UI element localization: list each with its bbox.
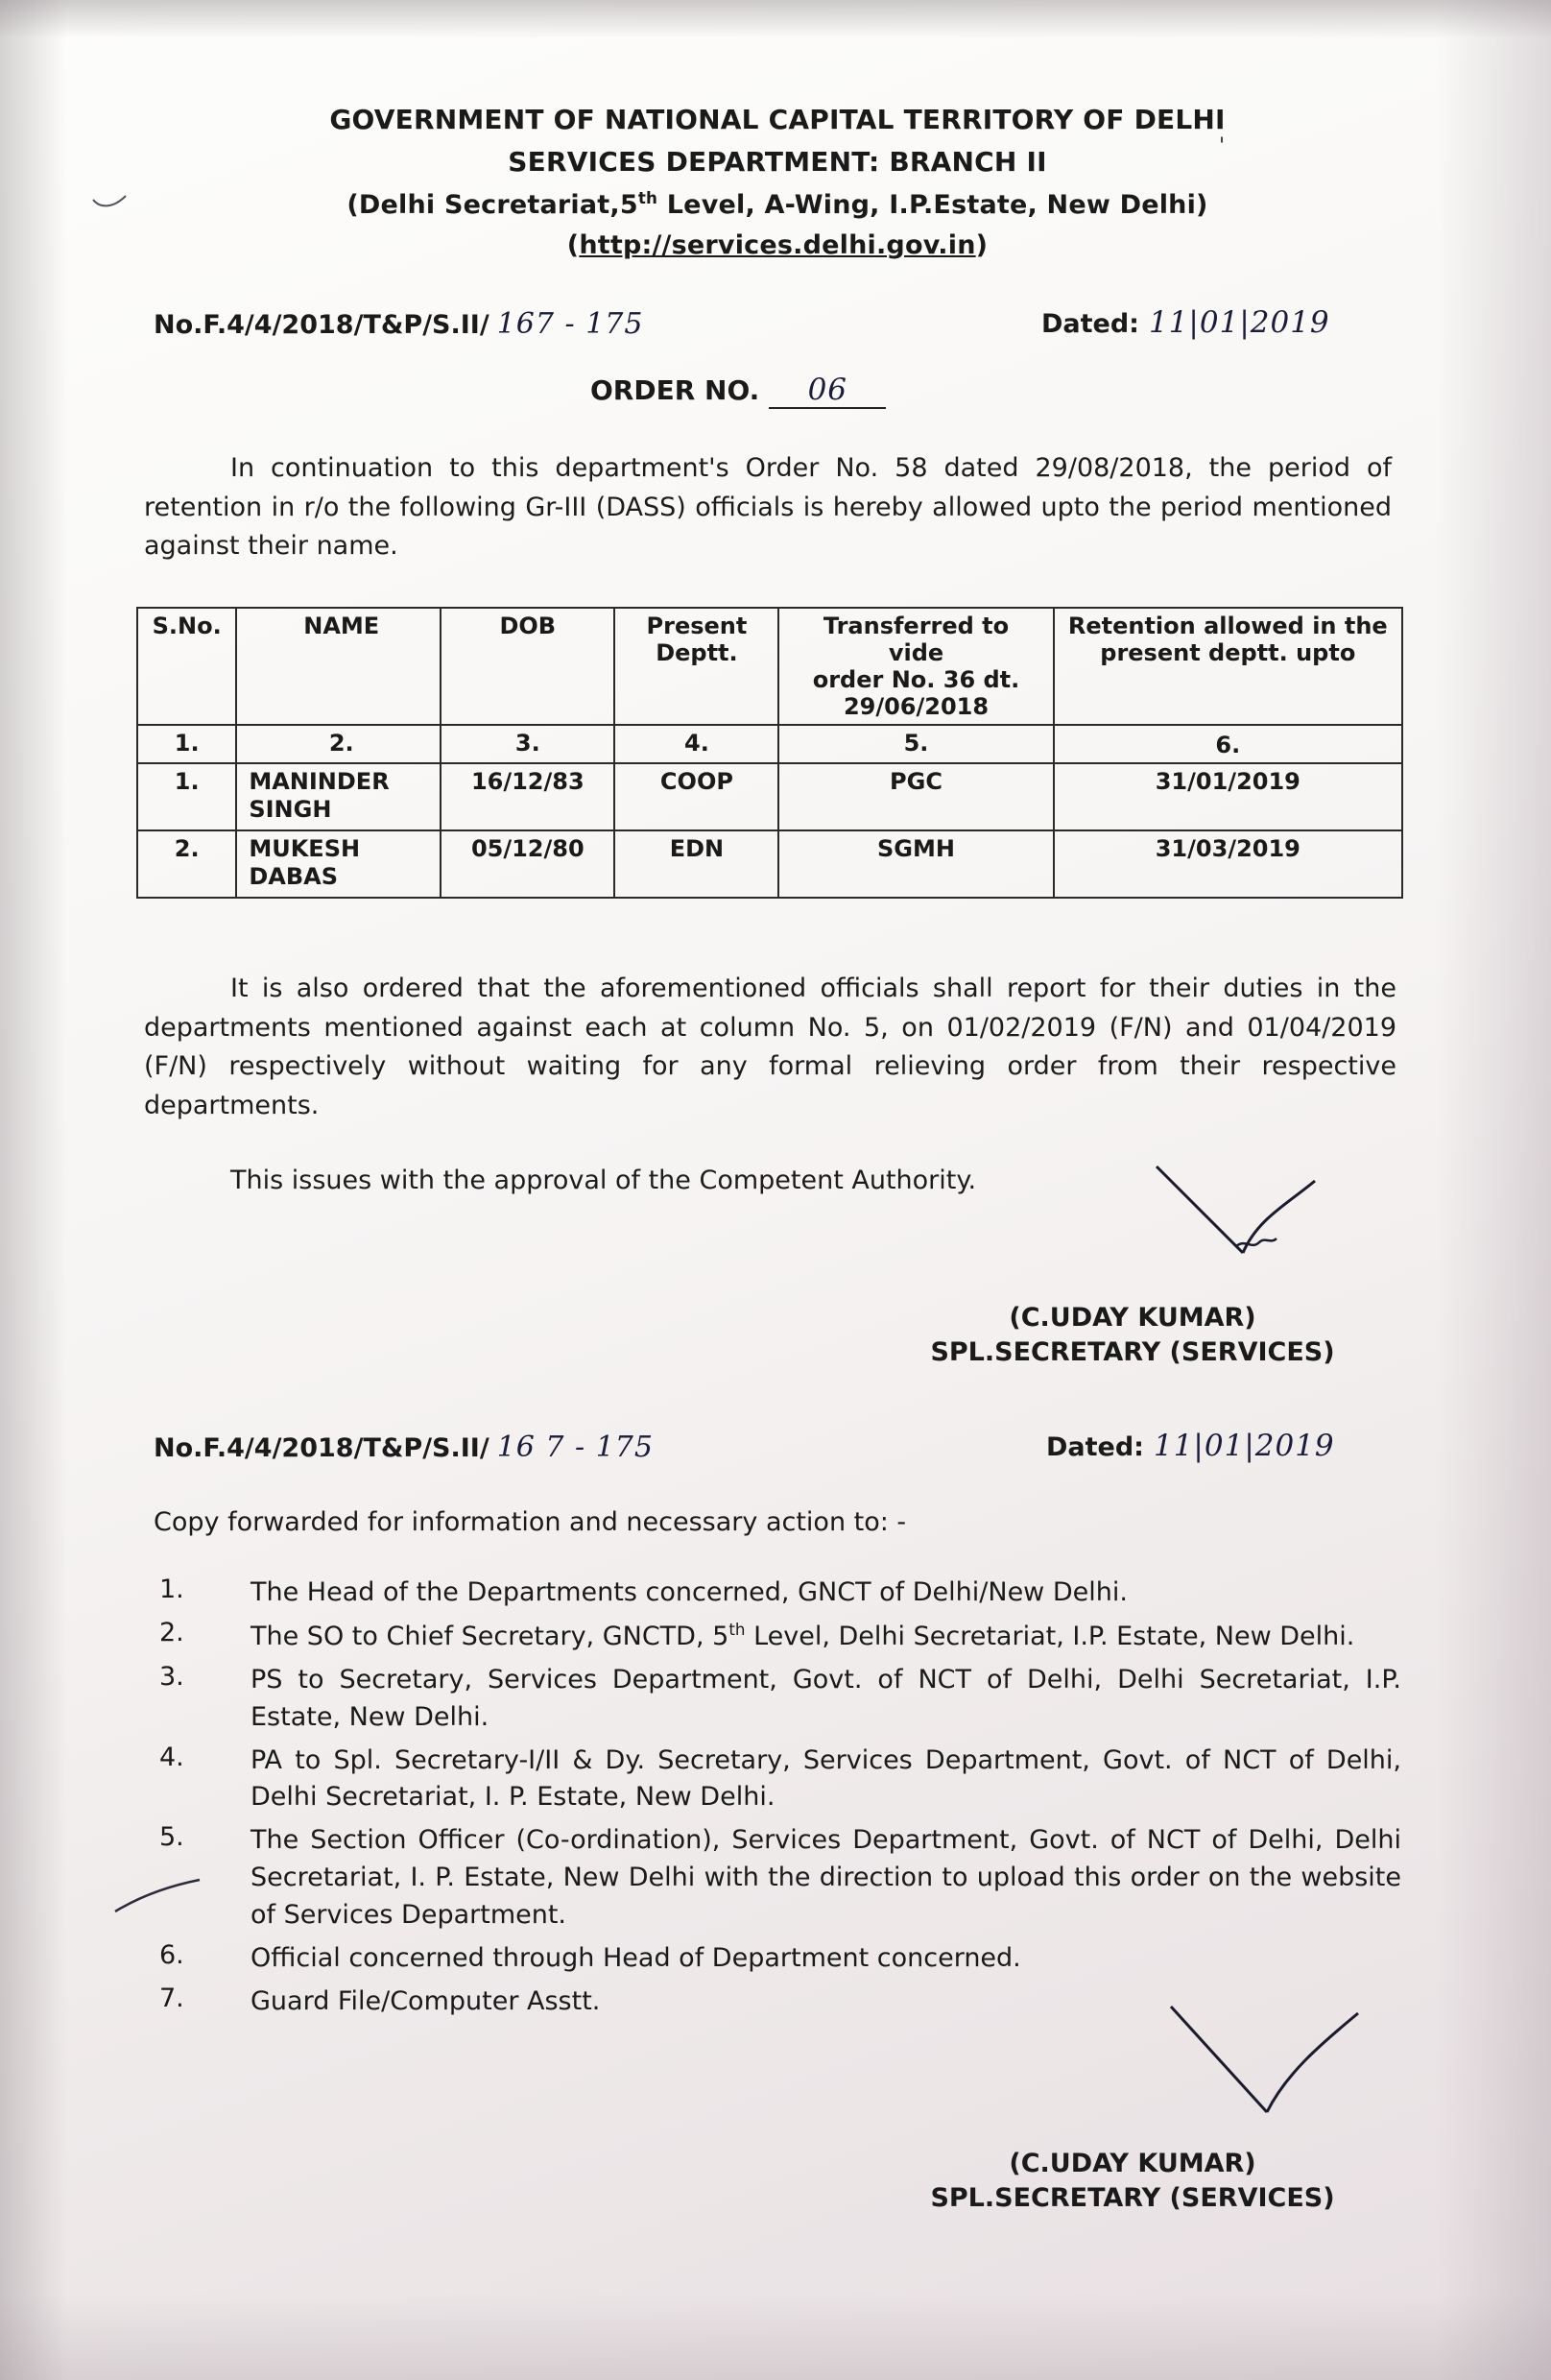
copy-forwarded-line: Copy forwarded for information and necessary action to: - (154, 1507, 907, 1537)
file-number-handwritten: 167 - 175 (496, 307, 644, 341)
row1-name (236, 763, 441, 830)
list-item-number: 4. (159, 1742, 184, 1772)
signature-block-top (864, 1301, 1401, 1371)
row2-transferred-to: SGMH (778, 830, 1053, 898)
endorsement-dated-value-handwritten: 11|01|2019 (1153, 1429, 1335, 1463)
table-row (137, 763, 1402, 830)
th-sno: S.No. (137, 608, 236, 725)
endorsement-file-number-line (154, 1430, 654, 1464)
list-item (154, 1940, 1401, 1978)
row2-present-deptt: EDN (614, 830, 778, 898)
th-transferred-line3: order No. 36 dt. (812, 666, 1020, 693)
colnum-5: 5. (778, 725, 1053, 763)
th-transferred-to (778, 608, 1053, 725)
row1-sno: 1. (137, 763, 236, 830)
table-body (137, 725, 1402, 898)
order-number-line (590, 373, 886, 409)
list-item-text (251, 1618, 1401, 1656)
header-line-department: SERVICES DEPARTMENT: BRANCH II (508, 146, 1047, 178)
dated-label: Dated: (1041, 309, 1139, 339)
th-present-deptt-line2: Deptt. (656, 639, 738, 666)
table-header-row (137, 608, 1402, 725)
scan-tick-mark: ' (1219, 134, 1226, 158)
signatory-name: (C.UDAY KUMAR) (1009, 1303, 1256, 1333)
row2-dob: 05/12/80 (441, 830, 614, 898)
list-item-number: 2. (159, 1617, 184, 1647)
list-item-number: 3. (159, 1661, 184, 1692)
list-item (154, 1662, 1401, 1737)
colnum-3: 3. (441, 725, 614, 763)
list-item-ordinal: th (728, 1619, 746, 1639)
colnum-1: 1. (137, 725, 236, 763)
th-transferred-line1: Transferred to (823, 613, 1010, 639)
th-retention-upto (1054, 608, 1402, 725)
list-item (154, 1822, 1401, 1935)
signatory-designation: SPL.SECRETARY (SERVICES) (930, 1337, 1335, 1368)
distribution-list (154, 1575, 1401, 2027)
colnum-6: 6. (1054, 725, 1402, 763)
row2-name-line2: DABAS (249, 863, 338, 891)
file-number-line (154, 307, 643, 341)
signature-block-bottom (864, 2147, 1401, 2217)
dated-value-handwritten: 11|01|2019 (1148, 305, 1330, 340)
endorsement-file-number-label: No.F.4/4/2018/T&P/S.II/ (154, 1433, 489, 1463)
order-number-handwritten: 06 (769, 373, 886, 409)
signatory-name: (C.UDAY KUMAR) (1009, 2149, 1256, 2178)
row2-name-line1: MUKESH (249, 835, 361, 862)
table-row (137, 830, 1402, 898)
list-item-number: 1. (159, 1575, 184, 1604)
header-line-website (134, 230, 1420, 260)
website-url[interactable]: http://services.delhi.gov.in (579, 230, 976, 260)
signatory-designation: SPL.SECRETARY (SERVICES) (930, 2183, 1335, 2214)
list-item (154, 1983, 1401, 2021)
row1-retention-upto: 31/01/2019 (1054, 763, 1402, 830)
list-item-text: PS to Secretary, Services Department, Govt. of NCT of Delhi, Delhi Secretariat, I.P. Estate, New Delhi. (251, 1664, 1401, 1732)
header-line-government: GOVERNMENT OF NATIONAL CAPITAL TERRITORY OF DELHI (329, 104, 1226, 135)
address-ordinal: th (637, 188, 658, 207)
endorsement-file-number-handwritten: 16 7 - 175 (496, 1430, 654, 1464)
address-post: Level, A-Wing, I.P.Estate, New Delhi) (657, 190, 1208, 220)
row2-retention-upto: 31/03/2019 (1054, 830, 1402, 898)
list-item-number: 6. (159, 1939, 184, 1970)
paren-close: ) (975, 230, 989, 260)
list-item-text-pre: The SO to Chief Secretary, GNCTD, 5 (251, 1621, 729, 1651)
paragraph-approval: This issues with the approval of the Competent Authority. (230, 1166, 977, 1195)
list-item (154, 1743, 1401, 1817)
list-item-text: The Section Officer (Co-ordination), Services Department, Govt. of NCT of Delhi, Delhi Secretariat, I. P. Estate, New Delhi with the direction to upload this order on the website of Services Department. (251, 1825, 1401, 1930)
row1-name-line1: MANINDER (249, 768, 390, 795)
endorsement-dated-label: Dated: (1046, 1432, 1144, 1462)
row1-transferred-to: PGC (778, 763, 1053, 830)
row2-name (236, 830, 441, 898)
colnum-2: 2. (236, 725, 441, 763)
paren-open: ( (566, 230, 580, 260)
file-number-label: No.F.4/4/2018/T&P/S.II/ (154, 310, 489, 340)
list-item-text: PA to Spl. Secretary-I/II & Dy. Secretary, Services Department, Govt. of NCT of Delhi, Delhi Secretariat, I. P. Estate, New Delhi. (251, 1744, 1401, 1813)
retention-table (136, 607, 1403, 899)
th-name: NAME (236, 608, 441, 725)
list-item (154, 1575, 1401, 1612)
list-item (154, 1618, 1401, 1656)
list-item-text-post: Level, Delhi Secretariat, I.P. Estate, New Delhi. (745, 1621, 1355, 1651)
scan-pen-mark-icon (91, 192, 130, 211)
paragraph-intro: In continuation to this department's Order No. 58 dated 29/08/2018, the period of retention in r/o the following Gr-III (DASS) officials is hereby allowed upto the period mentioned against their name. (144, 453, 1392, 561)
table-column-number-row (137, 725, 1402, 763)
header-line-address (134, 188, 1420, 220)
th-present-deptt (614, 608, 778, 725)
th-transferred-line4: 29/06/2018 (843, 693, 990, 720)
list-item-text: The Head of the Departments concerned, GNCT of Delhi/New Delhi. (251, 1577, 1128, 1607)
list-item-text: Guard File/Computer Asstt. (251, 1985, 601, 2016)
dated-line-bottom (1046, 1429, 1335, 1463)
retention-table-wrapper (136, 607, 1403, 899)
list-item-text: Official concerned through Head of Department concerned. (251, 1942, 1021, 1973)
th-retention-line1: Retention allowed in the (1067, 613, 1388, 639)
paragraph-reporting: It is also ordered that the aforementioned officials shall report for their duties in the departments mentioned against each at column No. 5, on 01/02/2019 (F/N) and 01/04/2019 (F/N) respectively without waiting for any formal relieving order from their respective departments. (144, 974, 1396, 1120)
list-item-number: 5. (159, 1822, 184, 1853)
colnum-4: 4. (614, 725, 778, 763)
dated-line-top (1041, 305, 1330, 340)
order-number-label: ORDER NO. (590, 374, 760, 406)
th-dob: DOB (441, 608, 614, 725)
th-present-deptt-line1: Present (646, 613, 748, 639)
row2-sno: 2. (137, 830, 236, 898)
table-head (137, 608, 1402, 725)
list-item-number: 7. (159, 1983, 184, 2013)
th-retention-line2: present deptt. upto (1100, 639, 1356, 666)
row1-present-deptt: COOP (614, 763, 778, 830)
row1-name-line2: SINGH (249, 796, 332, 824)
address-pre: (Delhi Secretariat,5 (346, 190, 638, 220)
row1-dob: 16/12/83 (441, 763, 614, 830)
th-transferred-line2: vide (888, 639, 944, 666)
